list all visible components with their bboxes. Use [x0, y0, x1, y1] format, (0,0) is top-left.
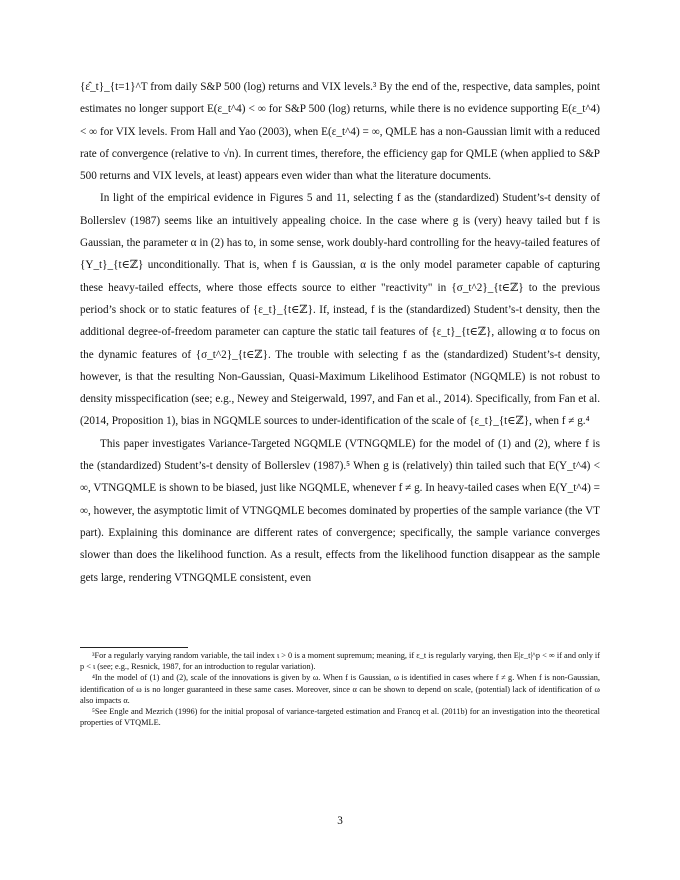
body-text — [80, 76, 600, 589]
footnote-3: ³For a regularly varying random variable, the tail index ι > 0 is a moment supremum; meaning, if ε_t is regularly varying, then E|ε_t|^p < ∞ if and only if p < ι (see; e.g., Resnick, 1987, for an introduction to regular variation). — [80, 651, 600, 672]
paragraph-2: In light of the empirical evidence in Figures 5 and 11, selecting f as the (standardized) Student’s-t density of Bollerslev (1987) seems like an intuitively appealing choice. In the case where g is (very) heavy tailed but f is Gaussian, the parameter α in (2) has to, in some sense, work doubly-hard controlling for the heavy-tailed features of {Y_t}_{t∈ℤ} unconditionally. That is, when f is Gaussian, α is the only model parameter capable of capturing these heavy-tailed effects, where those effects source to either "reactivity" in {σ_t^2}_{t∈ℤ} to the previous period’s shock or to static features of {ε_t}_{t∈ℤ}. If, instead, f is the (standardized) Student’s-t density, then the additional degree-of-freedom parameter can capture the static tail features of {ε_t}_{t∈ℤ}, allowing α to focus on the dynamic features of {σ_t^2}_{t∈ℤ}. The trouble with selecting f as the (standardized) Student’s-t density, however, is that the resulting Non-Gaussian, Quasi-Maximum Likelihood Estimator (NGQMLE) is not robust to density misspecification (see; e.g., Newey and Steigerwald, 1997, and Fan et al., 2014). Specifically, from Fan et al. (2014, Proposition 1), bias in NGQMLE sources to under-identification of the scale of {ε_t}_{t∈ℤ}, when f ≠ g.⁴ — [80, 192, 600, 428]
paragraph-1: {ε̂_t}_{t=1}^T from daily S&P 500 (log) returns and VIX levels.³ By the end of the, respective, data samples, point estimates no longer support E(ε_t^4) < ∞ for S&P 500 (log) returns, while there is no evidence supporting E(ε_t^4) < ∞ for VIX levels. From Hall and Yao (2003), when E(ε_t^4) = ∞, QMLE has a non-Gaussian limit with a reduced rate of convergence (relative to √n). In current times, therefore, the efficiency gap for QMLE (when applied to S&P 500 returns and VIX levels, at least) appears even wider than what the literature documents. — [80, 81, 600, 183]
footnote-rule — [80, 647, 188, 648]
footnote-4: ⁴In the model of (1) and (2), scale of the innovations is given by ω. When f is Gaussian, ω is identified in cases where f ≠ g. When f is non-Gaussian, identification of ω is no longer guaranteed in these same cases. Moreover, since α can be shown to depend on scale, (potential) lack of identification of ω also impacts α. — [80, 673, 600, 705]
footnote-5: ⁵See Engle and Mezrich (1996) for the initial proposal of variance-targeted estimation and Francq et al. (2011b) for an investigation into the theoretical properties of VTQMLE. — [80, 707, 600, 728]
paragraph-3: This paper investigates Variance-Targeted NGQMLE (VTNGQMLE) for the model of (1) and (2), where f is the (standardized) Student’s-t density of Bollerslev (1987).⁵ When g is (relatively) thin tailed such that E(Y_t^4) < ∞, VTNGQMLE is shown to be biased, just like NGQMLE, whenever f ≠ g. In heavy-tailed cases when E(Y_t^4) = ∞, however, the asymptotic limit of VTNGQMLE becomes dominated by properties of the sample variance (the VT part). Explaining this dominance are different rates of convergence; specifically, the sample variance converges slower than does the likelihood function. As a result, effects from the likelihood function disappear as the sample gets large, rendering VTNGQMLE consistent, even — [80, 437, 600, 584]
footnotes — [80, 650, 600, 728]
page-number: 3 — [337, 815, 343, 827]
